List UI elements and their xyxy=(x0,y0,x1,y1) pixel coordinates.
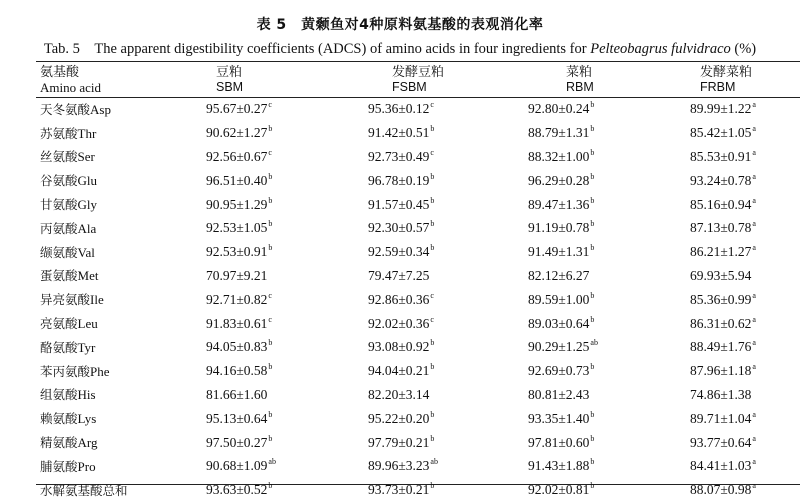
value-text: 96.29±0.28 xyxy=(528,172,590,188)
value-text: 94.05±0.83 xyxy=(206,339,268,355)
digestibility-value xyxy=(528,335,690,359)
amino-acid-abbr: Thr xyxy=(77,125,97,141)
value-text: 81.66±1.60 xyxy=(206,386,268,402)
significance-letter: a xyxy=(752,171,756,181)
significance-letter: b xyxy=(590,219,595,229)
value-text: 92.86±0.36 xyxy=(368,291,430,307)
significance-letter: a xyxy=(752,457,756,467)
amino-acid-abbr: Ala xyxy=(77,220,97,236)
value-text: 79.47±7.25 xyxy=(368,267,430,283)
amino-acid-name xyxy=(36,359,206,383)
value-text: 95.22±0.20 xyxy=(368,410,430,426)
digestibility-value xyxy=(690,168,800,192)
significance-letter: b xyxy=(268,362,273,372)
value-text: 85.16±0.94 xyxy=(690,196,752,212)
value-text: 92.02±0.81 xyxy=(528,482,590,498)
significance-letter: b xyxy=(268,481,273,491)
amino-acid-name xyxy=(36,121,206,145)
digestibility-table xyxy=(36,62,800,502)
value-text: 94.16±0.58 xyxy=(206,363,268,379)
digestibility-value xyxy=(368,311,528,335)
table-row xyxy=(36,406,800,430)
value-text: 88.07±0.98 xyxy=(690,482,752,498)
digestibility-value xyxy=(690,454,800,478)
digestibility-value xyxy=(690,406,800,430)
value-text: 88.79±1.31 xyxy=(528,125,590,141)
digestibility-value xyxy=(528,311,690,335)
significance-letter: a xyxy=(752,362,756,372)
value-text: 92.73±0.49 xyxy=(368,148,430,164)
digestibility-value xyxy=(690,478,800,502)
digestibility-value xyxy=(690,359,800,383)
table-body xyxy=(36,97,800,502)
digestibility-value xyxy=(528,454,690,478)
amino-acid-name xyxy=(36,97,206,121)
value-text: 93.24±0.78 xyxy=(690,172,752,188)
significance-letter: a xyxy=(752,124,756,134)
title-en-prefix: Tab. 5 The apparent digestibility coefficients (ADCS) of amino acids in four ingredients for xyxy=(43,41,591,57)
amino-acid-cn: 精氨酸 xyxy=(40,435,78,451)
value-text: 91.49±1.31 xyxy=(528,244,590,260)
digestibility-value xyxy=(206,454,368,478)
digestibility-value xyxy=(368,264,528,288)
amino-acid-cn: 亮氨酸 xyxy=(40,316,78,332)
value-text: 82.12±6.27 xyxy=(528,267,590,283)
table-row xyxy=(36,121,800,145)
value-text: 89.47±1.36 xyxy=(528,196,590,212)
value-text: 85.36±0.99 xyxy=(690,291,752,307)
digestibility-value xyxy=(528,192,690,216)
amino-acid-name xyxy=(36,240,206,264)
amino-acid-abbr: Tyr xyxy=(77,339,96,355)
table-row xyxy=(36,216,800,240)
value-text: 91.57±0.45 xyxy=(368,196,430,212)
value-text: 91.83±0.61 xyxy=(206,315,268,331)
header-en: Amino acid xyxy=(40,79,102,95)
amino-acid-cn: 异亮氨酸 xyxy=(40,292,91,308)
amino-acid-name xyxy=(36,454,206,478)
table-row xyxy=(36,97,800,121)
table-row xyxy=(36,145,800,169)
header-cn: 发酵菜粕 xyxy=(700,64,753,80)
amino-acid-cn: 丙氨酸 xyxy=(40,220,78,236)
value-text: 91.19±0.78 xyxy=(528,220,590,236)
digestibility-value xyxy=(690,240,800,264)
header-amino-acid xyxy=(36,62,206,97)
significance-letter: b xyxy=(590,457,595,467)
value-text: 96.78±0.19 xyxy=(368,172,430,188)
digestibility-value xyxy=(206,359,368,383)
significance-letter: a xyxy=(752,409,756,419)
value-text: 95.67±0.27 xyxy=(206,101,268,117)
amino-acid-abbr: Ile xyxy=(90,292,104,308)
table-row xyxy=(36,335,800,359)
value-text: 70.97±9.21 xyxy=(206,267,268,283)
digestibility-value xyxy=(368,97,528,121)
significance-letter: b xyxy=(268,171,273,181)
digestibility-value xyxy=(206,168,368,192)
value-text: 90.62±1.27 xyxy=(206,125,268,141)
table-row xyxy=(36,478,800,502)
value-text: 88.32±1.00 xyxy=(528,148,590,164)
digestibility-value xyxy=(528,97,690,121)
significance-letter: c xyxy=(268,290,272,300)
significance-letter: b xyxy=(590,290,595,300)
digestibility-value xyxy=(528,121,690,145)
value-text: 91.42±0.51 xyxy=(368,125,430,141)
digestibility-value xyxy=(206,335,368,359)
amino-acid-cn: 甘氨酸 xyxy=(40,197,78,213)
amino-acid-name xyxy=(36,383,206,407)
significance-letter: c xyxy=(268,100,272,110)
digestibility-value xyxy=(368,287,528,311)
significance-letter: a xyxy=(752,195,756,205)
digestibility-value xyxy=(368,430,528,454)
table-row xyxy=(36,240,800,264)
amino-acid-abbr: His xyxy=(77,387,96,403)
digestibility-value xyxy=(206,192,368,216)
value-text: 93.35±1.40 xyxy=(528,410,590,426)
amino-acid-cn: 苯丙氨酸 xyxy=(40,363,91,379)
value-text: 93.63±0.52 xyxy=(206,482,268,498)
amino-acid-name xyxy=(36,192,206,216)
significance-letter: b xyxy=(268,433,273,443)
header-cn: 发酵豆粕 xyxy=(392,64,445,80)
significance-letter: ab xyxy=(430,457,438,467)
significance-letter: a xyxy=(752,314,756,324)
amino-acid-cn: 酪氨酸 xyxy=(40,339,78,355)
table-row xyxy=(36,430,800,454)
value-text: 92.69±0.73 xyxy=(528,363,590,379)
value-text: 90.68±1.09 xyxy=(206,458,268,474)
digestibility-value xyxy=(690,121,800,145)
digestibility-value xyxy=(528,240,690,264)
digestibility-value xyxy=(368,240,528,264)
digestibility-value xyxy=(368,454,528,478)
digestibility-value xyxy=(528,478,690,502)
significance-letter: b xyxy=(430,433,435,443)
digestibility-value xyxy=(368,478,528,502)
table-row xyxy=(36,264,800,288)
significance-letter: a xyxy=(752,147,756,157)
value-text: 92.56±0.67 xyxy=(206,148,268,164)
header-cn: 菜粕 xyxy=(566,64,593,80)
digestibility-value xyxy=(690,383,800,407)
amino-acid-abbr: Leu xyxy=(77,316,98,332)
digestibility-value xyxy=(528,430,690,454)
significance-letter: a xyxy=(752,433,756,443)
digestibility-value xyxy=(206,264,368,288)
significance-letter: ab xyxy=(590,338,598,348)
table-title-english xyxy=(0,37,800,58)
value-text: 84.41±1.03 xyxy=(690,458,752,474)
value-text: 95.13±0.64 xyxy=(206,410,268,426)
amino-acid-abbr: Pro xyxy=(77,458,96,474)
table-row xyxy=(36,311,800,335)
table-row xyxy=(36,192,800,216)
value-text: 92.30±0.57 xyxy=(368,220,430,236)
table-row xyxy=(36,287,800,311)
significance-letter: b xyxy=(268,409,273,419)
digestibility-value xyxy=(206,287,368,311)
digestibility-value xyxy=(528,359,690,383)
amino-acid-cn: 赖氨酸 xyxy=(40,411,78,427)
table-row xyxy=(36,359,800,383)
value-text: 92.02±0.36 xyxy=(368,315,430,331)
amino-acid-cn: 脯氨酸 xyxy=(40,458,78,474)
significance-letter: b xyxy=(590,409,595,419)
significance-letter: b xyxy=(590,171,595,181)
digestibility-value xyxy=(368,359,528,383)
significance-letter: b xyxy=(268,195,273,205)
significance-letter: c xyxy=(268,314,272,324)
value-text: 89.99±1.22 xyxy=(690,101,752,117)
digestibility-value xyxy=(690,335,800,359)
amino-acid-abbr: Val xyxy=(77,244,95,260)
digestibility-value xyxy=(368,192,528,216)
digestibility-value xyxy=(690,430,800,454)
digestibility-value xyxy=(690,192,800,216)
value-text: 88.49±1.76 xyxy=(690,339,752,355)
digestibility-value xyxy=(690,311,800,335)
value-text: 93.77±0.64 xyxy=(690,434,752,450)
value-text: 87.13±0.78 xyxy=(690,220,752,236)
value-text: 69.93±5.94 xyxy=(690,267,752,283)
title-en-suffix: (%) xyxy=(730,41,757,57)
amino-acid-name xyxy=(36,335,206,359)
digestibility-value xyxy=(206,216,368,240)
amino-acid-abbr: Met xyxy=(77,268,99,284)
significance-letter: b xyxy=(268,338,273,348)
header-cn: 氨基酸 xyxy=(40,64,80,80)
significance-letter: b xyxy=(590,314,595,324)
header-cn: 豆粕 xyxy=(216,64,243,80)
digestibility-value xyxy=(690,287,800,311)
digestibility-value xyxy=(528,145,690,169)
significance-letter: b xyxy=(268,124,273,134)
header-row xyxy=(36,62,800,97)
amino-acid-name xyxy=(36,264,206,288)
value-text: 93.73±0.21 xyxy=(368,482,430,498)
amino-acid-abbr: Gly xyxy=(77,197,98,213)
value-text: 86.21±1.27 xyxy=(690,244,752,260)
value-text: 89.71±1.04 xyxy=(690,410,752,426)
value-text: 86.31±0.62 xyxy=(690,315,752,331)
amino-acid-cn: 蛋氨酸 xyxy=(40,268,78,284)
digestibility-value xyxy=(690,145,800,169)
significance-letter: b xyxy=(268,243,273,253)
digestibility-value xyxy=(368,121,528,145)
significance-letter: c xyxy=(430,314,434,324)
header-sbm xyxy=(206,62,368,97)
digestibility-value xyxy=(528,168,690,192)
value-text: 97.50±0.27 xyxy=(206,434,268,450)
amino-acid-abbr: Asp xyxy=(90,101,111,117)
digestibility-value xyxy=(206,145,368,169)
amino-acid-cn: 天冬氨酸 xyxy=(40,101,91,117)
value-text: 92.59±0.34 xyxy=(368,244,430,260)
significance-letter: c xyxy=(268,147,272,157)
significance-letter: c xyxy=(430,290,434,300)
digestibility-value xyxy=(368,406,528,430)
significance-letter: b xyxy=(268,219,273,229)
value-text: 97.81±0.60 xyxy=(528,434,590,450)
digestibility-value xyxy=(206,311,368,335)
amino-acid-name xyxy=(36,216,206,240)
significance-letter: a xyxy=(752,481,756,491)
digestibility-value xyxy=(690,216,800,240)
value-text: 94.04±0.21 xyxy=(368,363,430,379)
amino-acid-abbr: Arg xyxy=(77,435,98,451)
digestibility-value xyxy=(528,406,690,430)
value-text: 74.86±1.38 xyxy=(690,386,752,402)
amino-acid-name xyxy=(36,430,206,454)
digestibility-value xyxy=(206,97,368,121)
digestibility-value xyxy=(206,430,368,454)
significance-letter: b xyxy=(590,433,595,443)
amino-acid-name xyxy=(36,311,206,335)
significance-letter: b xyxy=(590,100,595,110)
digestibility-value xyxy=(528,287,690,311)
value-text: 92.53±1.05 xyxy=(206,220,268,236)
value-text: 89.96±3.23 xyxy=(368,458,430,474)
significance-letter: b xyxy=(430,481,435,491)
value-text: 82.20±3.14 xyxy=(368,386,430,402)
header-en: SBM xyxy=(216,79,244,94)
significance-letter: b xyxy=(590,195,595,205)
value-text: 90.95±1.29 xyxy=(206,196,268,212)
value-text: 90.29±1.25 xyxy=(528,339,590,355)
digestibility-value xyxy=(528,264,690,288)
value-text: 96.51±0.40 xyxy=(206,172,268,188)
header-en: RBM xyxy=(566,79,594,94)
amino-acid-name xyxy=(36,406,206,430)
amino-acid-cn: 谷氨酸 xyxy=(40,173,78,189)
digestibility-value xyxy=(368,145,528,169)
significance-letter: b xyxy=(430,219,435,229)
amino-acid-name xyxy=(36,145,206,169)
significance-letter: b xyxy=(430,171,435,181)
amino-acid-cn: 缬氨酸 xyxy=(40,244,78,260)
significance-letter: a xyxy=(752,219,756,229)
value-text: 97.79±0.21 xyxy=(368,434,430,450)
table-title-chinese: 表 5 黄颡鱼对4种原料氨基酸的表观消化率 xyxy=(256,17,544,33)
amino-acid-name xyxy=(36,168,206,192)
value-text: 85.53±0.91 xyxy=(690,148,752,164)
significance-letter: b xyxy=(590,362,595,372)
significance-letter: a xyxy=(752,243,756,253)
significance-letter: b xyxy=(590,124,595,134)
digestibility-value xyxy=(368,216,528,240)
title-en-species: Pelteobagrus fulvidraco xyxy=(590,41,731,57)
amino-acid-abbr: Ser xyxy=(77,149,95,165)
value-text: 80.81±2.43 xyxy=(528,386,590,402)
significance-letter: b xyxy=(590,147,595,157)
amino-acid-cn: 苏氨酸 xyxy=(40,125,78,141)
digestibility-value xyxy=(368,383,528,407)
significance-letter: b xyxy=(430,243,435,253)
digestibility-value xyxy=(528,216,690,240)
digestibility-value xyxy=(690,97,800,121)
value-text: 92.53±0.91 xyxy=(206,244,268,260)
amino-acid-abbr: Phe xyxy=(90,363,110,379)
digestibility-value xyxy=(206,240,368,264)
amino-acid-name xyxy=(36,287,206,311)
amino-acid-abbr: Glu xyxy=(77,173,98,189)
significance-letter: a xyxy=(752,100,756,110)
significance-letter: b xyxy=(430,195,435,205)
header-en: FSBM xyxy=(392,79,427,94)
amino-acid-abbr: Lys xyxy=(77,411,97,427)
significance-letter: a xyxy=(752,290,756,300)
header-rbm xyxy=(528,62,690,97)
value-text: 87.96±1.18 xyxy=(690,363,752,379)
header-frbm xyxy=(690,62,800,97)
header-fsbm xyxy=(368,62,528,97)
digestibility-value xyxy=(368,335,528,359)
table-row xyxy=(36,454,800,478)
amino-acid-cn: 水解氨基酸总和 xyxy=(40,482,128,498)
value-text: 92.80±0.24 xyxy=(528,101,590,117)
significance-letter: b xyxy=(590,243,595,253)
significance-letter: b xyxy=(430,124,435,134)
value-text: 95.36±0.12 xyxy=(368,101,430,117)
amino-acid-name xyxy=(36,478,206,502)
significance-letter: b xyxy=(430,362,435,372)
table-row xyxy=(36,383,800,407)
value-text: 89.59±1.00 xyxy=(528,291,590,307)
digestibility-value xyxy=(206,383,368,407)
digestibility-value xyxy=(206,478,368,502)
digestibility-value xyxy=(690,264,800,288)
significance-letter: c xyxy=(430,100,434,110)
value-text: 85.42±1.05 xyxy=(690,125,752,141)
significance-letter: b xyxy=(430,409,435,419)
value-text: 91.43±1.88 xyxy=(528,458,590,474)
significance-letter: b xyxy=(590,481,595,491)
significance-letter: ab xyxy=(268,457,276,467)
digestibility-value xyxy=(528,383,690,407)
digestibility-value xyxy=(368,168,528,192)
digestibility-value xyxy=(206,121,368,145)
significance-letter: c xyxy=(430,147,434,157)
digestibility-value xyxy=(206,406,368,430)
value-text: 92.71±0.82 xyxy=(206,291,268,307)
significance-letter: a xyxy=(752,338,756,348)
value-text: 93.08±0.92 xyxy=(368,339,430,355)
significance-letter: b xyxy=(430,338,435,348)
value-text: 89.03±0.64 xyxy=(528,315,590,331)
amino-acid-cn: 丝氨酸 xyxy=(40,149,78,165)
table-row xyxy=(36,168,800,192)
header-en: FRBM xyxy=(700,79,736,94)
amino-acid-cn: 组氨酸 xyxy=(40,387,78,403)
